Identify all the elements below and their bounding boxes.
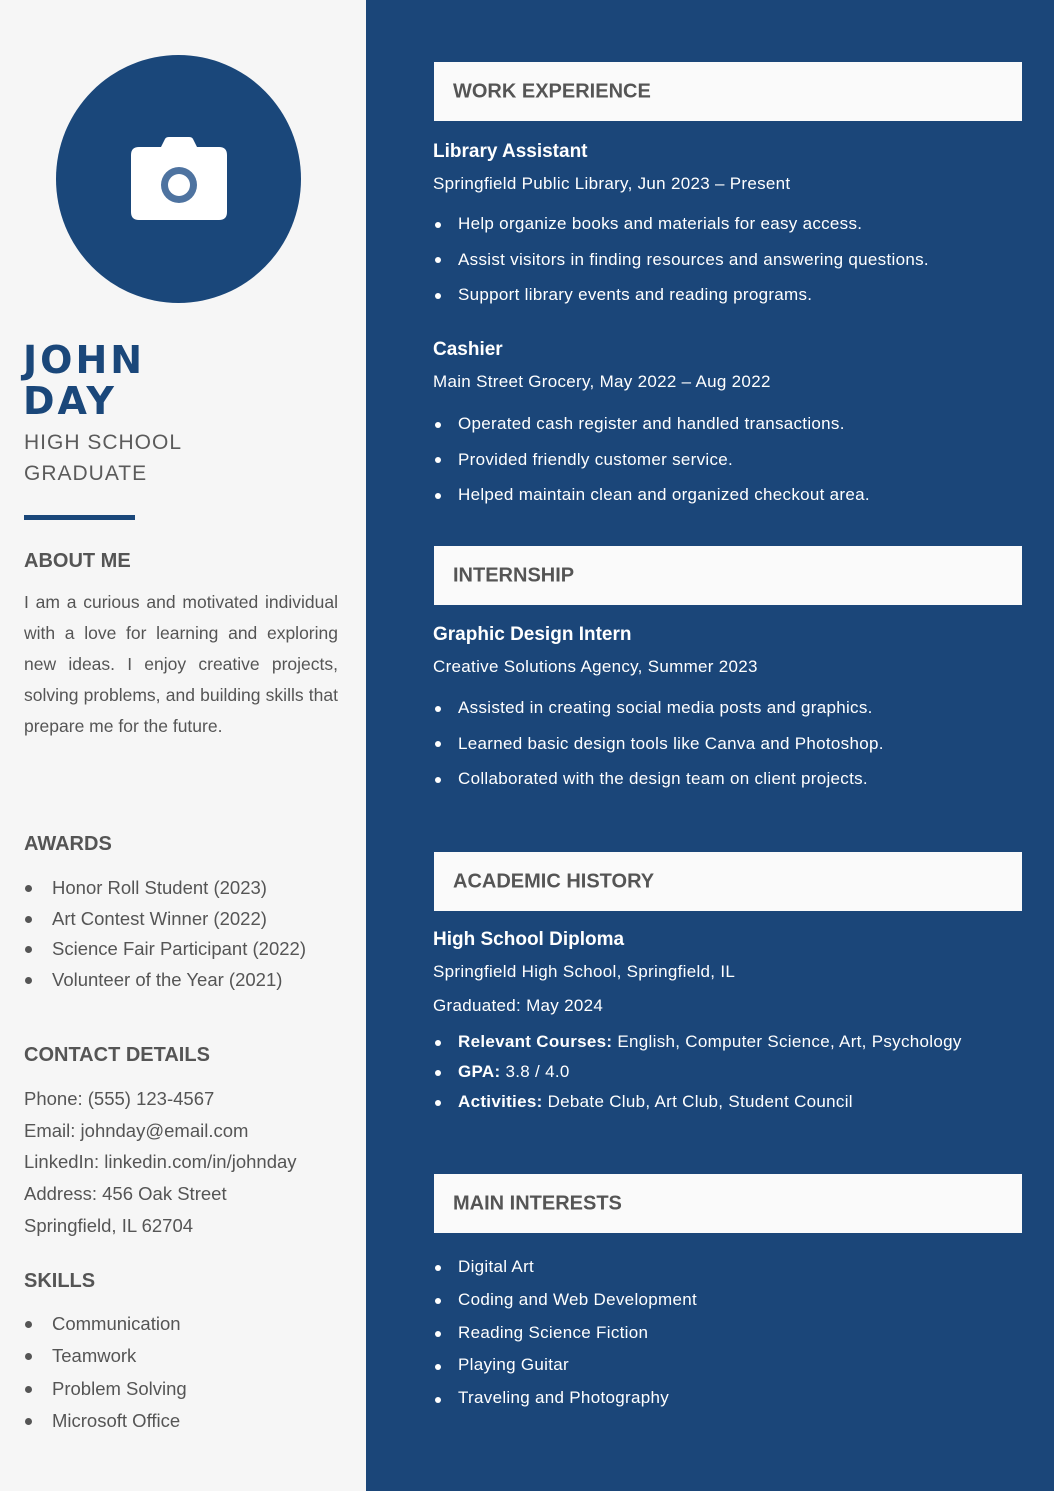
internship-title: Graphic Design Intern <box>433 624 632 645</box>
job-subtitle: Springfield Public Library, Jun 2023 – Present <box>433 174 791 193</box>
internship-bullet: Assisted in creating social media posts and graphics. <box>433 690 884 726</box>
internship-header <box>434 546 1022 605</box>
job-bullets <box>433 206 929 313</box>
awards-list <box>24 873 306 995</box>
contact-heading: CONTACT DETAILS <box>24 1044 210 1066</box>
contact-details <box>24 1083 297 1242</box>
about-heading: ABOUT ME <box>24 550 131 572</box>
academic-detail <box>433 1087 962 1117</box>
skill-item: Microsoft Office <box>24 1405 187 1437</box>
internship-subtitle: Creative Solutions Agency, Summer 2023 <box>433 657 758 676</box>
school-name: Springfield High School, Springfield, IL <box>433 962 736 981</box>
sidebar <box>0 0 366 1491</box>
award-item: Honor Roll Student (2023) <box>24 873 306 904</box>
academic-history-header <box>434 852 1022 911</box>
awards-heading: AWARDS <box>24 833 112 855</box>
interest-item: Traveling and Photography <box>433 1382 697 1415</box>
work-experience-header <box>434 62 1022 121</box>
internship-bullet: Learned basic design tools like Canva and Photoshop. <box>433 726 884 762</box>
skills-heading: SKILLS <box>24 1270 96 1292</box>
interest-item: Playing Guitar <box>433 1349 697 1382</box>
skills-list <box>24 1308 187 1437</box>
job-bullets <box>433 406 870 513</box>
degree-title: High School Diploma <box>433 929 625 950</box>
job-title: Library Assistant <box>433 141 588 162</box>
section-title: INTERNSHIP <box>453 564 575 586</box>
section-title: MAIN INTERESTS <box>453 1192 622 1214</box>
contact-linkedin: LinkedIn: linkedin.com/in/johnday <box>24 1151 297 1173</box>
interest-item: Coding and Web Development <box>433 1284 697 1317</box>
job-bullet: Help organize books and materials for easy access. <box>433 206 929 242</box>
job-bullet: Operated cash register and handled transactions. <box>433 406 870 442</box>
academic-details <box>433 1027 962 1117</box>
contact-address: Address: 456 Oak Street <box>24 1183 227 1205</box>
profile-photo-placeholder[interactable] <box>56 55 301 303</box>
camera-icon <box>131 137 227 220</box>
section-title: ACADEMIC HISTORY <box>453 870 655 892</box>
academic-detail <box>433 1027 962 1057</box>
internship-bullets <box>433 690 884 797</box>
detail-value: 3.8 / 4.0 <box>500 1062 570 1081</box>
first-name: JOHN <box>23 338 146 382</box>
detail-value: Debate Club, Art Club, Student Council <box>542 1092 853 1111</box>
job-bullet: Assist visitors in finding resources and answering questions. <box>433 242 929 278</box>
skill-item: Teamwork <box>24 1340 187 1372</box>
award-item: Art Contest Winner (2022) <box>24 904 306 935</box>
academic-detail <box>433 1057 962 1087</box>
interest-item: Reading Science Fiction <box>433 1317 697 1350</box>
graduation-date: Graduated: May 2024 <box>433 996 604 1015</box>
contact-email: Email: johnday@email.com <box>24 1119 249 1141</box>
contact-city: Springfield, IL 62704 <box>24 1214 194 1236</box>
award-item: Volunteer of the Year (2021) <box>24 965 306 996</box>
skill-item: Problem Solving <box>24 1373 187 1405</box>
job-subtitle: Main Street Grocery, May 2022 – Aug 2022 <box>433 372 771 391</box>
contact-phone: Phone: (555) 123-4567 <box>24 1088 215 1109</box>
detail-label: Activities: <box>458 1092 543 1111</box>
interests-list <box>433 1251 697 1415</box>
job-title: Cashier <box>433 339 503 360</box>
last-name: DAY <box>23 379 117 423</box>
about-text: I am a curious and motivated individual with a love for learning and exploring new ideas. I enjoy creative projects, solving problems, and building skills that prepare me for the future. <box>24 592 338 736</box>
internship-bullet: Collaborated with the design team on client projects. <box>433 761 884 797</box>
detail-label: GPA: <box>458 1062 501 1081</box>
divider <box>24 515 135 520</box>
job-bullet: Support library events and reading programs. <box>433 277 929 313</box>
title-line-1: HIGH SCHOOL <box>24 431 183 454</box>
candidate-title <box>24 427 182 489</box>
title-line-2: GRADUATE <box>24 462 148 485</box>
main-interests-header <box>434 1174 1022 1233</box>
interest-item: Digital Art <box>433 1251 697 1284</box>
award-item: Science Fair Participant (2022) <box>24 934 306 965</box>
candidate-name <box>23 340 145 422</box>
job-bullet: Provided friendly customer service. <box>433 442 870 478</box>
section-title: WORK EXPERIENCE <box>453 80 651 102</box>
detail-label: Relevant Courses: <box>458 1032 613 1051</box>
detail-value: English, Computer Science, Art, Psychology <box>612 1032 962 1051</box>
job-bullet: Helped maintain clean and organized checkout area. <box>433 477 870 513</box>
skill-item: Communication <box>24 1308 187 1340</box>
